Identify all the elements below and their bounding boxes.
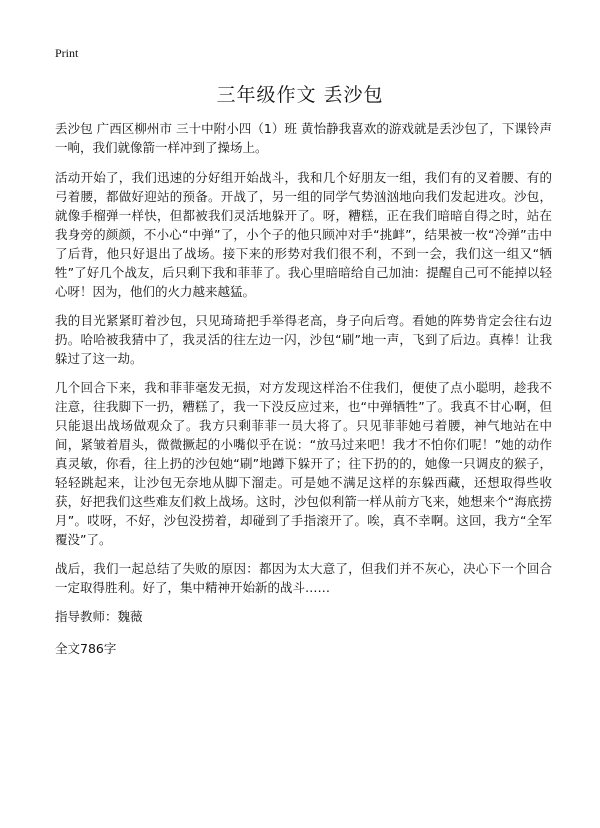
page-title: 三年级作文 丢沙包 [216,84,384,106]
print-link[interactable]: Print [55,46,79,60]
paragraph-5: 战后，我们一起总结了失败的原因：都因为太大意了，但我们并不灰心，决心下一个回合一定取得胜利。好了，集中精神开始新的战斗…… [55,561,552,595]
paragraph-3: 我的目光紧紧盯着沙包，只见琦琦把手举得老高，身子向后弯。看她的阵势肯定会往右边扔。哈哈被我猜中了，我灵活的往左边一闪，沙包“刷”地一声，飞到了后边。真棒！让我躲过了这一劫。 [55,313,552,366]
teacher-line: 指导教师：魏薇 [55,609,143,624]
paragraph-2: 活动开始了，我们迅速的分好组开始战斗，我和几个好朋友一组，我们有的叉着腰、有的弓着腰，都做好迎站的预备。开战了，另一组的同学气势汹汹地向我们发起进攻。沙包，就像手榴弹一样快，但都被我们灵活地躲开了。呀，糟糕，正在我们暗暗自得之时，站在我身旁的颜颜，不小心“中弹”了，小个子的他只顾冲对手“挑衅”，结果被一枚“冷弹”击中了后背，他只好退出了战场。接下来的形势对我们很不利，不到一会，我们这一组又“牺牲”了好几个战友，后只剩下我和菲菲了。我心里暗暗给自己加油：提醒自己可不能掉以轻心呀！因为，他们的火力越来越猛。 [55,170,552,299]
paragraph-4: 几个回合下来，我和菲菲毫发无损，对方发现这样治不住我们，便使了点小聪明，趁我不注意，往我脚下一扔，糟糕了，我一下没反应过来，也“中弹牺牲”了。我真不甘心啊，但只能退出战场做观众了。我方只剩菲菲一员大将了。只见菲菲她弓着腰，神气地站在中间，紧皱着眉头，微微撅起的小嘴似乎在说：“放马过来吧！我才不怕你们呢！”她的动作真灵敏，你看，往上扔的沙包她“刷”地蹲下躲开了；往下扔的的，她像一只调皮的猴子，轻轻跳起来，让沙包无奈地从脚下溜走。可是她不满足这样的东躲西藏，还想取得些收获，好把我们这些难友们救上战场。这时，沙包似利箭一样从前方飞来，她想来个“海底捞月”。哎呀，不好，沙包没捞着，却碰到了手指滚开了。唉，真不幸啊。这回，我方“全军覆没”了。 [55,380,552,547]
paragraph-intro: 丢沙包 广西区柳州市 三十中附小四（1）班 黄怡静我喜欢的游戏就是丢沙包了，下课铃声一响，我们就像箭一样冲到了操场上。 [55,121,552,155]
article-body [55,119,552,671]
word-count: 全文786字 [55,641,117,656]
